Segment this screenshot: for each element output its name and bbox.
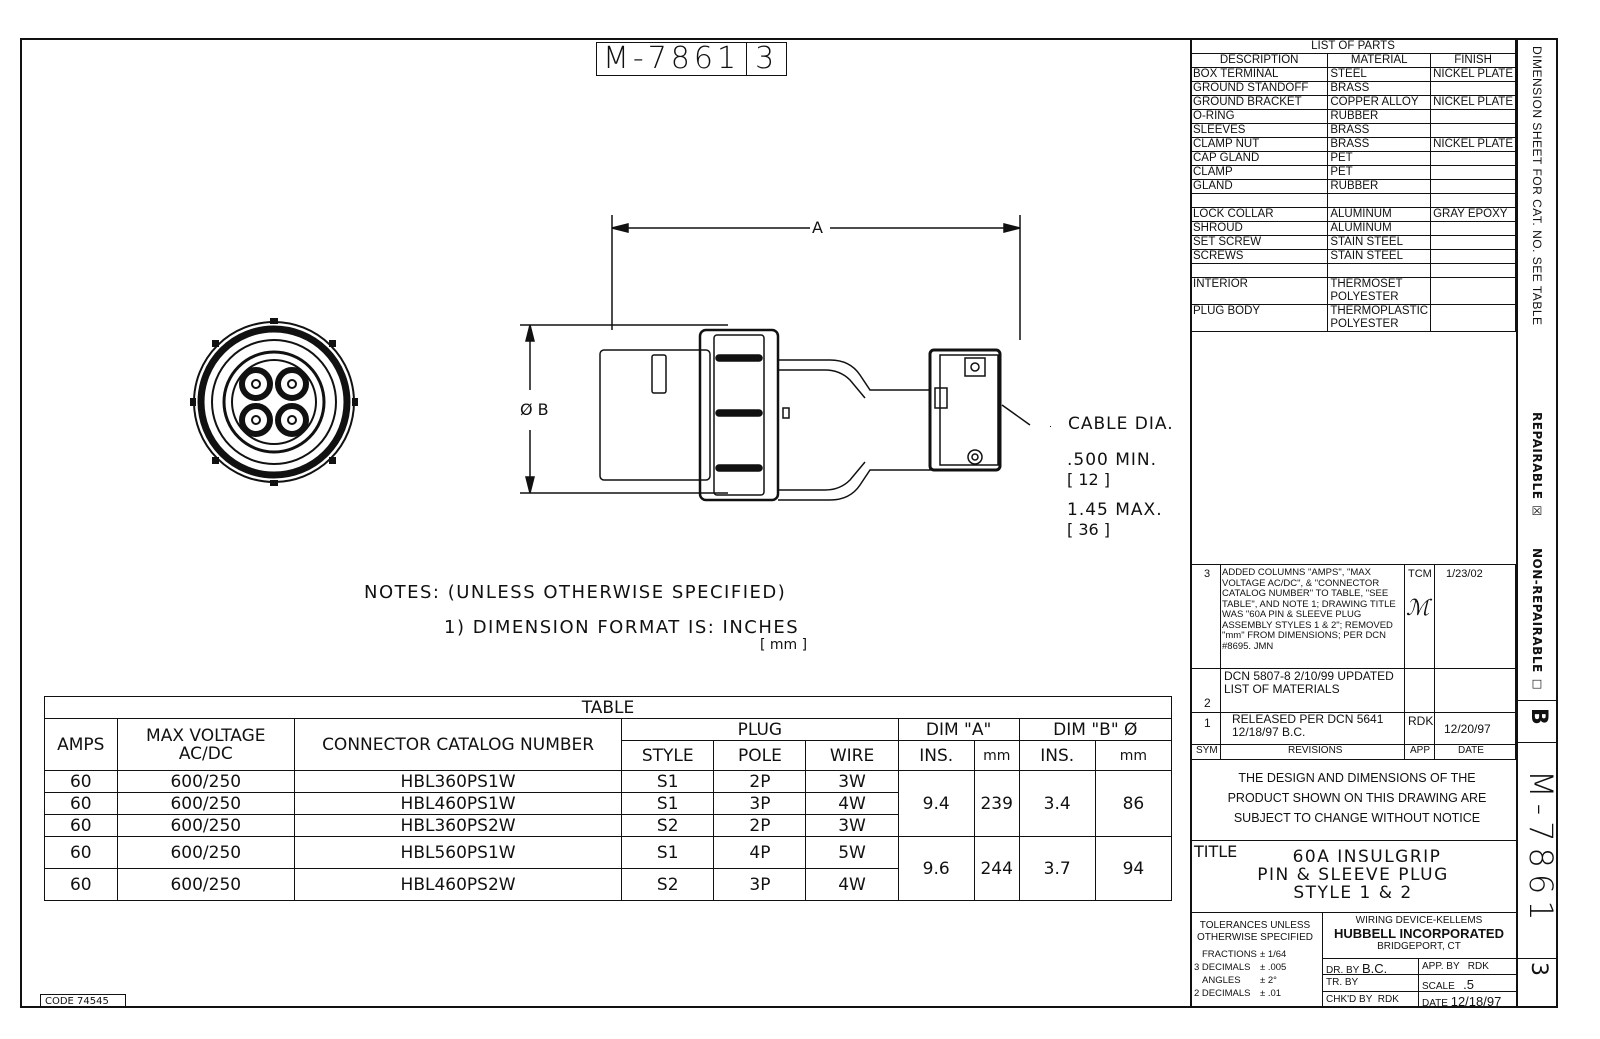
table-row bbox=[45, 837, 1172, 869]
parts-material bbox=[1328, 194, 1431, 208]
cell-b-ins: 3.7 bbox=[1019, 837, 1095, 901]
cell-pole: 2P bbox=[714, 815, 806, 837]
rev-sym: 3 bbox=[1204, 568, 1211, 580]
cell-style: S1 bbox=[622, 837, 714, 869]
revision-letter: B bbox=[1526, 708, 1551, 726]
title-label: TITLE bbox=[1194, 842, 1238, 861]
repairable-checkbox: REPAIRABLE ☒ bbox=[1530, 412, 1544, 519]
cell-a-ins: 9.4 bbox=[898, 771, 974, 837]
parts-finish bbox=[1431, 305, 1516, 332]
header-dim-a: DIM "A" bbox=[898, 719, 1019, 741]
title-line-1: 60A INSULGRIP bbox=[1292, 847, 1442, 867]
parts-list bbox=[1190, 40, 1516, 332]
parts-finish bbox=[1431, 180, 1516, 194]
cell-wire: 4W bbox=[806, 793, 898, 815]
rev-sym: 2 bbox=[1204, 696, 1211, 710]
cell-b-mm: 94 bbox=[1095, 837, 1171, 901]
company-line-2: HUBBELL INCORPORATED bbox=[1334, 926, 1504, 941]
parts-finish bbox=[1431, 236, 1516, 250]
parts-description: PLUG BODY bbox=[1191, 305, 1328, 332]
vertical-revision: 3 bbox=[1526, 962, 1551, 977]
dr-by: DR. BY B.C. bbox=[1326, 961, 1388, 976]
parts-material bbox=[1328, 264, 1431, 278]
rev-app: TCM bbox=[1408, 568, 1432, 580]
parts-material: ALUMINUM bbox=[1328, 208, 1431, 222]
parts-finish: GRAY EPOXY bbox=[1431, 208, 1516, 222]
cell-amps: 60 bbox=[45, 793, 118, 815]
parts-finish: NICKEL PLATE bbox=[1431, 138, 1516, 152]
cell-catalog: HBL360PS1W bbox=[295, 771, 622, 793]
cell-amps: 60 bbox=[45, 837, 118, 869]
parts-material: BRASS bbox=[1328, 124, 1431, 138]
cell-a-mm: 244 bbox=[974, 837, 1019, 901]
cell-style: S1 bbox=[622, 793, 714, 815]
cell-a-mm: 239 bbox=[974, 771, 1019, 837]
cable-min-mm: [ 12 ] bbox=[1067, 470, 1111, 489]
parts-description: SLEEVES bbox=[1191, 124, 1328, 138]
parts-row bbox=[1191, 250, 1516, 264]
company-line-3: BRIDGEPORT, CT bbox=[1377, 941, 1461, 952]
parts-material: RUBBER bbox=[1328, 180, 1431, 194]
catalog-table bbox=[44, 696, 1172, 901]
parts-row bbox=[1191, 180, 1516, 194]
company-line-1: WIRING DEVICE-KELLEMS bbox=[1355, 915, 1483, 926]
parts-finish bbox=[1431, 264, 1516, 278]
parts-finish bbox=[1431, 82, 1516, 96]
tol-label: 3 DECIMALS bbox=[1194, 962, 1251, 973]
parts-header-material: MATERIAL bbox=[1328, 54, 1431, 68]
cell-amps: 60 bbox=[45, 815, 118, 837]
header-wire: WIRE bbox=[806, 741, 898, 771]
cable-max-mm: [ 36 ] bbox=[1067, 520, 1111, 539]
cell-wire: 5W bbox=[806, 837, 898, 869]
parts-finish bbox=[1431, 124, 1516, 138]
parts-material: BRASS bbox=[1328, 138, 1431, 152]
parts-finish: NICKEL PLATE bbox=[1431, 96, 1516, 110]
parts-description: CLAMP bbox=[1191, 166, 1328, 180]
header-a-ins: INS. bbox=[898, 741, 974, 771]
cell-wire: 3W bbox=[806, 815, 898, 837]
parts-finish bbox=[1431, 250, 1516, 264]
parts-description: SHROUD bbox=[1191, 222, 1328, 236]
parts-material: THERMOSET POLYESTER bbox=[1328, 278, 1431, 305]
parts-row bbox=[1191, 222, 1516, 236]
parts-row bbox=[1191, 264, 1516, 278]
parts-description: O-RING bbox=[1191, 110, 1328, 124]
cell-b-mm: 86 bbox=[1095, 771, 1171, 837]
note-1: 1) DIMENSION FORMAT IS: INCHES bbox=[444, 617, 800, 638]
parts-material: PET bbox=[1328, 166, 1431, 180]
parts-description: SET SCREW bbox=[1191, 236, 1328, 250]
code-label: CODE 74545 bbox=[40, 994, 126, 1008]
rev-header-app: APP bbox=[1410, 745, 1431, 756]
rev-app: RDK bbox=[1408, 714, 1434, 728]
header-catalog: CONNECTOR CATALOG NUMBER bbox=[295, 719, 622, 771]
parts-material: RUBBER bbox=[1328, 110, 1431, 124]
parts-row bbox=[1191, 82, 1516, 96]
cell-catalog: HBL460PS2W bbox=[295, 869, 622, 901]
parts-finish bbox=[1431, 166, 1516, 180]
date: DATE 12/18/97 bbox=[1422, 994, 1502, 1009]
parts-row bbox=[1191, 68, 1516, 82]
dim-a-label: A bbox=[812, 218, 823, 237]
header-dim-b: DIM "B" Ø bbox=[1019, 719, 1171, 741]
cell-style: S1 bbox=[622, 771, 714, 793]
cell-wire: 4W bbox=[806, 869, 898, 901]
cell-pole: 3P bbox=[714, 793, 806, 815]
parts-title: LIST OF PARTS bbox=[1191, 40, 1516, 54]
notes-header: NOTES: (UNLESS OTHERWISE SPECIFIED) bbox=[364, 582, 787, 603]
header-b-mm: mm bbox=[1095, 741, 1171, 771]
parts-description: CLAMP NUT bbox=[1191, 138, 1328, 152]
rev-header-revisions: REVISIONS bbox=[1288, 745, 1343, 756]
parts-material: PET bbox=[1328, 152, 1431, 166]
scale: SCALE .5 bbox=[1422, 977, 1474, 992]
drawing-number: M-7861 bbox=[603, 41, 741, 76]
parts-material: BRASS bbox=[1328, 82, 1431, 96]
plug-end-view bbox=[190, 318, 358, 486]
header-b-ins: INS. bbox=[1019, 741, 1095, 771]
parts-row bbox=[1191, 124, 1516, 138]
parts-header-finish: FINISH bbox=[1431, 54, 1516, 68]
parts-finish bbox=[1431, 194, 1516, 208]
vertical-drawing-number: M-7861 bbox=[1522, 770, 1560, 927]
cell-pole: 2P bbox=[714, 771, 806, 793]
parts-description: GLAND bbox=[1191, 180, 1328, 194]
rev-date: 1/23/02 bbox=[1446, 568, 1483, 580]
cell-catalog: HBL460PS1W bbox=[295, 793, 622, 815]
cable-dia-label: CABLE DIA. bbox=[1068, 414, 1174, 434]
table-row bbox=[45, 771, 1172, 793]
cable-max: 1.45 MAX. bbox=[1067, 500, 1163, 520]
cell-wire: 3W bbox=[806, 771, 898, 793]
cell-pole: 3P bbox=[714, 869, 806, 901]
cell-pole: 4P bbox=[714, 837, 806, 869]
rev-text: ADDED COLUMNS "AMPS", "MAX VOLTAGE AC/DC", & "CONNECTOR CATALOG NUMBER" TO TABLE, "SEE TABLE", AND NOTE 1; DRAWING TITLE WAS "60A PIN & SLEEVE PLUG ASSEMBLY STYLES 1 & 2"; REMOVED "mm" FROM DIMENSIONS; PER DCN #8695. JMN bbox=[1222, 567, 1396, 652]
parts-row bbox=[1191, 208, 1516, 222]
parts-finish bbox=[1431, 278, 1516, 305]
chkd-by: CHK'D BY RDK bbox=[1326, 994, 1399, 1005]
parts-material: COPPER ALLOY bbox=[1328, 96, 1431, 110]
parts-row bbox=[1191, 138, 1516, 152]
cell-a-ins: 9.6 bbox=[898, 837, 974, 901]
parts-row bbox=[1191, 96, 1516, 110]
cell-b-ins: 3.4 bbox=[1019, 771, 1095, 837]
tolerances-header: TOLERANCES UNLESS OTHERWISE SPECIFIED bbox=[1197, 920, 1313, 943]
parts-row bbox=[1191, 305, 1516, 332]
parts-finish bbox=[1431, 110, 1516, 124]
company-block bbox=[1322, 914, 1516, 953]
parts-header-description: DESCRIPTION bbox=[1191, 54, 1328, 68]
parts-material: ALUMINUM bbox=[1328, 222, 1431, 236]
parts-description: BOX TERMINAL bbox=[1191, 68, 1328, 82]
table-title: TABLE bbox=[45, 697, 1172, 719]
parts-finish bbox=[1431, 222, 1516, 236]
cell-catalog: HBL560PS1W bbox=[295, 837, 622, 869]
cell-style: S2 bbox=[622, 869, 714, 901]
drawing-revision: 3 bbox=[746, 43, 786, 75]
parts-description: INTERIOR bbox=[1191, 278, 1328, 305]
parts-row bbox=[1191, 166, 1516, 180]
parts-description: SCREWS bbox=[1191, 250, 1328, 264]
cell-voltage: 600/250 bbox=[117, 793, 295, 815]
cell-amps: 60 bbox=[45, 869, 118, 901]
dim-b-label: Ø B bbox=[520, 400, 549, 419]
parts-row bbox=[1191, 152, 1516, 166]
signature: ℳ bbox=[1406, 596, 1430, 621]
title-line-3: STYLE 1 & 2 bbox=[1293, 883, 1413, 903]
cable-min: .500 MIN. bbox=[1067, 450, 1158, 470]
cell-style: S2 bbox=[622, 815, 714, 837]
parts-description: LOCK COLLAR bbox=[1191, 208, 1328, 222]
header-pole: POLE bbox=[714, 741, 806, 771]
header-voltage: MAX VOLTAGE AC/DC bbox=[117, 719, 295, 771]
title-text bbox=[1190, 848, 1516, 902]
parts-description bbox=[1191, 264, 1328, 278]
parts-description bbox=[1191, 194, 1328, 208]
tolerances-table bbox=[1194, 948, 1286, 1000]
parts-material: STAIN STEEL bbox=[1328, 236, 1431, 250]
dimension-sheet-label: DIMENSION SHEET FOR CAT. NO. SEE TABLE bbox=[1530, 46, 1544, 326]
parts-row bbox=[1191, 110, 1516, 124]
header-plug: PLUG bbox=[622, 719, 898, 741]
parts-description: GROUND STANDOFF bbox=[1191, 82, 1328, 96]
header-a-mm: mm bbox=[974, 741, 1019, 771]
tol-value: ± 1/64 bbox=[1260, 949, 1287, 960]
cell-catalog: HBL360PS2W bbox=[295, 815, 622, 837]
note-1-mm: [ mm ] bbox=[760, 637, 808, 653]
rev-text: DCN 5807-8 2/10/99 UPDATED LIST OF MATERIALS bbox=[1224, 669, 1394, 696]
drawing-number-box bbox=[596, 42, 787, 76]
parts-finish: NICKEL PLATE bbox=[1431, 68, 1516, 82]
parts-finish bbox=[1431, 152, 1516, 166]
parts-description: GROUND BRACKET bbox=[1191, 96, 1328, 110]
tol-value: ± .005 bbox=[1260, 962, 1287, 973]
cell-voltage: 600/250 bbox=[117, 869, 295, 901]
parts-material: STAIN STEEL bbox=[1328, 250, 1431, 264]
plug-side-view bbox=[520, 210, 1040, 510]
tol-value: ± 2° bbox=[1260, 975, 1277, 986]
tr-by: TR. BY bbox=[1326, 977, 1359, 988]
rev-header-date: DATE bbox=[1458, 745, 1484, 756]
tol-label: 2 DECIMALS bbox=[1194, 988, 1251, 999]
title-line-2: PIN & SLEEVE PLUG bbox=[1257, 865, 1449, 885]
tol-label: FRACTIONS bbox=[1202, 949, 1257, 960]
rev-date: 12/20/97 bbox=[1444, 722, 1491, 736]
cell-voltage: 600/250 bbox=[117, 837, 295, 869]
rev-text: RELEASED PER DCN 5641 12/18/97 B.C. bbox=[1232, 712, 1384, 739]
rev-header-sym: SYM bbox=[1196, 745, 1218, 756]
parts-row bbox=[1191, 278, 1516, 305]
cell-voltage: 600/250 bbox=[117, 771, 295, 793]
disclaimer: THE DESIGN AND DIMENSIONS OF THE PRODUCT SHOWN ON THIS DRAWING ARE SUBJECT TO CHANGE WITHOUT NOTICE bbox=[1227, 771, 1487, 825]
non-repairable-checkbox: NON-REPAIRABLE ☐ bbox=[1530, 548, 1544, 692]
parts-material: THERMOPLASTIC POLYESTER bbox=[1328, 305, 1431, 332]
header-amps: AMPS bbox=[45, 719, 118, 771]
rev-sym: 1 bbox=[1204, 716, 1211, 730]
parts-material: STEEL bbox=[1328, 68, 1431, 82]
cell-amps: 60 bbox=[45, 771, 118, 793]
cell-voltage: 600/250 bbox=[117, 815, 295, 837]
tol-label: ANGLES bbox=[1202, 975, 1241, 986]
parts-row bbox=[1191, 194, 1516, 208]
parts-description: CAP GLAND bbox=[1191, 152, 1328, 166]
header-style: STYLE bbox=[622, 741, 714, 771]
app-by: APP. BY RDK bbox=[1422, 961, 1489, 972]
tol-value: ± .01 bbox=[1260, 988, 1282, 999]
parts-row bbox=[1191, 236, 1516, 250]
